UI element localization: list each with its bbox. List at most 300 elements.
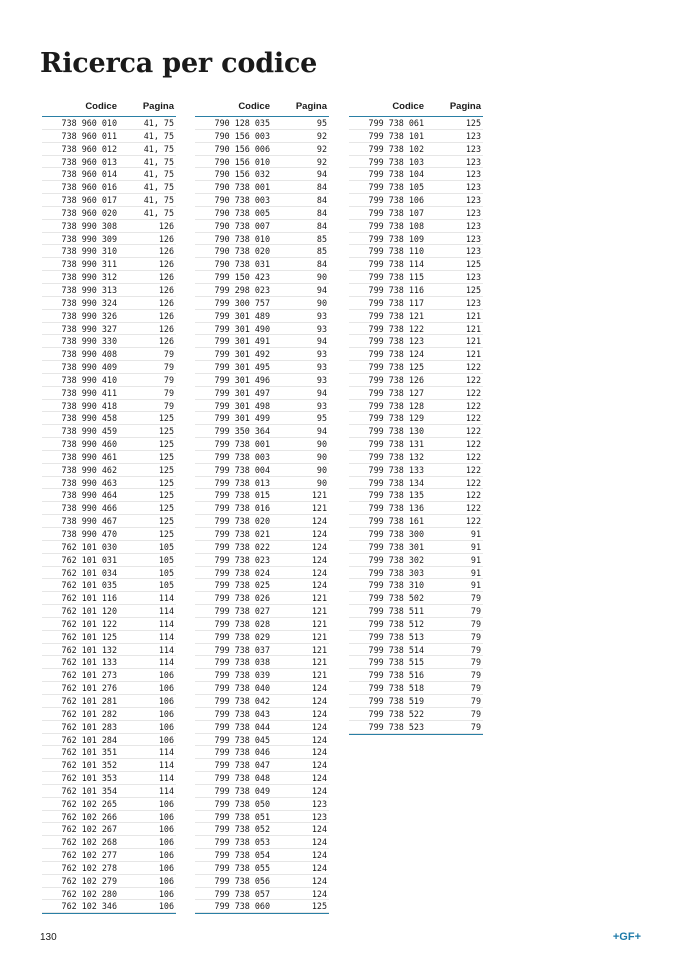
table-row [349, 387, 483, 400]
table-row [349, 592, 483, 605]
table-row [349, 233, 483, 246]
code-cell: 738 990 324 [61, 297, 117, 308]
page-cell: 126 [158, 323, 174, 334]
table-row [349, 579, 483, 592]
code-cell: 738 960 016 [61, 182, 117, 193]
index-column-2 [195, 100, 329, 914]
page-cell: 79 [470, 721, 481, 732]
code-cell: 738 960 010 [61, 118, 117, 128]
page-cell: 79 [470, 644, 481, 655]
code-cell: 790 156 006 [214, 143, 270, 154]
table-row [42, 528, 176, 541]
page-cell: 122 [465, 451, 481, 462]
table-row [195, 746, 329, 759]
code-cell: 738 990 330 [61, 336, 117, 347]
page-cell: 123 [311, 798, 327, 809]
table-row [42, 271, 176, 284]
code-cell: 738 990 326 [61, 310, 117, 321]
table-row [349, 284, 483, 297]
table-row [42, 605, 176, 618]
table-row [349, 721, 483, 734]
code-cell: 762 101 035 [61, 580, 117, 591]
code-cell: 799 301 489 [214, 310, 270, 321]
table-row [195, 464, 329, 477]
code-cell: 799 738 026 [214, 593, 270, 604]
code-cell: 738 990 461 [61, 451, 117, 462]
table-row [195, 785, 329, 798]
code-cell: 799 738 061 [368, 118, 424, 128]
table-row [42, 579, 176, 592]
page-cell: 94 [316, 426, 327, 437]
page-cell: 90 [316, 464, 327, 475]
table-row [42, 734, 176, 747]
page-cell: 106 [158, 683, 174, 694]
table-row [195, 335, 329, 348]
code-cell: 799 738 114 [368, 259, 424, 270]
page-cell: 126 [158, 284, 174, 295]
page-cell: 123 [465, 233, 481, 244]
page-cell: 125 [158, 426, 174, 437]
table-row [349, 489, 483, 502]
table-row [195, 477, 329, 490]
code-cell: 790 738 007 [214, 220, 270, 231]
table-row [349, 348, 483, 361]
code-cell: 799 738 310 [368, 580, 424, 591]
code-cell: 799 738 029 [214, 631, 270, 642]
page-cell: 79 [163, 374, 174, 385]
table-row [42, 348, 176, 361]
table-row [195, 310, 329, 323]
code-cell: 799 738 109 [368, 233, 424, 244]
code-cell: 799 738 055 [214, 862, 270, 873]
page-cell: 124 [311, 862, 327, 873]
header-page: Pagina [295, 101, 327, 112]
page-cell: 126 [158, 272, 174, 283]
page-cell: 85 [316, 246, 327, 257]
code-cell: 799 738 161 [368, 516, 424, 527]
table-row [195, 875, 329, 888]
column-end-rule [195, 913, 329, 914]
table-row [349, 708, 483, 721]
code-cell: 738 960 011 [61, 130, 117, 141]
code-cell: 762 102 265 [61, 798, 117, 809]
code-cell: 762 101 352 [61, 760, 117, 771]
code-cell: 762 102 267 [61, 824, 117, 835]
table-row [195, 567, 329, 580]
table-row [195, 798, 329, 811]
table-row [42, 785, 176, 798]
code-cell: 799 738 502 [368, 593, 424, 604]
page-cell: 124 [311, 529, 327, 539]
code-cell: 799 738 512 [368, 618, 424, 629]
code-cell: 799 350 364 [214, 426, 270, 437]
code-cell: 799 738 122 [368, 323, 424, 334]
page-cell: 125 [158, 529, 174, 539]
table-row [42, 721, 176, 734]
page-cell: 94 [316, 336, 327, 347]
page-cell: 114 [158, 618, 174, 629]
code-cell: 762 101 283 [61, 721, 117, 732]
page-cell: 124 [311, 721, 327, 732]
page-cell: 123 [465, 246, 481, 257]
page-cell: 126 [158, 246, 174, 257]
page-cell: 93 [316, 362, 327, 373]
table-row [42, 811, 176, 824]
code-cell: 799 738 050 [214, 798, 270, 809]
page-cell: 114 [158, 593, 174, 604]
code-cell: 799 738 513 [368, 631, 424, 642]
page-cell: 122 [465, 362, 481, 373]
code-cell: 799 738 057 [214, 888, 270, 899]
page-cell: 41, 75 [143, 207, 174, 218]
code-cell: 762 101 034 [61, 567, 117, 578]
table-row [195, 541, 329, 554]
table-row [42, 656, 176, 669]
page-cell: 123 [465, 207, 481, 218]
page-cell: 121 [311, 503, 327, 514]
table-row [42, 335, 176, 348]
table-row [195, 888, 329, 901]
code-cell: 738 990 458 [61, 413, 117, 424]
code-cell: 799 738 044 [214, 721, 270, 732]
code-cell: 799 738 511 [368, 606, 424, 617]
table-row [349, 425, 483, 438]
table-row [349, 310, 483, 323]
page-cell: 126 [158, 336, 174, 347]
table-row [349, 502, 483, 515]
page-cell: 114 [158, 747, 174, 758]
code-cell: 799 738 048 [214, 773, 270, 784]
code-cell: 762 102 280 [61, 888, 117, 899]
page-cell: 41, 75 [143, 156, 174, 167]
code-cell: 799 738 127 [368, 387, 424, 398]
table-row [42, 451, 176, 464]
page-cell: 91 [470, 567, 481, 578]
page-cell: 84 [316, 195, 327, 206]
code-cell: 790 128 035 [214, 118, 270, 128]
code-cell: 799 301 492 [214, 349, 270, 360]
code-cell: 799 738 043 [214, 708, 270, 719]
code-cell: 799 738 038 [214, 657, 270, 668]
table-row [195, 682, 329, 695]
code-cell: 799 738 039 [214, 670, 270, 681]
table-row [195, 695, 329, 708]
code-cell: 799 738 056 [214, 875, 270, 886]
page-cell: 123 [465, 182, 481, 193]
page-cell: 93 [316, 310, 327, 321]
header-page: Pagina [449, 101, 481, 112]
page-cell: 90 [316, 272, 327, 283]
table-row [195, 387, 329, 400]
table-row [42, 682, 176, 695]
table-row [42, 143, 176, 156]
table-row [42, 194, 176, 207]
page-cell: 122 [465, 477, 481, 488]
code-cell: 799 738 024 [214, 567, 270, 578]
code-cell: 762 102 277 [61, 850, 117, 861]
code-cell: 790 738 005 [214, 207, 270, 218]
code-cell: 799 738 516 [368, 670, 424, 681]
page-cell: 105 [158, 541, 174, 552]
table-row [195, 579, 329, 592]
page-cell: 122 [465, 503, 481, 514]
page-cell: 124 [311, 516, 327, 527]
table-row [195, 156, 329, 169]
code-cell: 790 738 031 [214, 259, 270, 270]
page-cell: 122 [465, 400, 481, 411]
page-cell: 84 [316, 259, 327, 270]
page-cell: 91 [470, 541, 481, 552]
code-cell: 738 990 408 [61, 349, 117, 360]
code-cell: 799 301 496 [214, 374, 270, 385]
code-cell: 799 738 053 [214, 837, 270, 848]
page-cell: 94 [316, 169, 327, 180]
table-row [195, 823, 329, 836]
code-cell: 799 738 522 [368, 708, 424, 719]
table-row [195, 605, 329, 618]
code-cell: 790 156 010 [214, 156, 270, 167]
code-cell: 799 738 013 [214, 477, 270, 488]
page-cell: 90 [316, 477, 327, 488]
code-cell: 799 738 049 [214, 785, 270, 796]
table-row [42, 438, 176, 451]
table-row [42, 502, 176, 515]
table-row [195, 181, 329, 194]
page-cell: 79 [163, 362, 174, 373]
page-cell: 41, 75 [143, 143, 174, 154]
table-row [195, 669, 329, 682]
table-row [195, 734, 329, 747]
table-row [195, 592, 329, 605]
table-row [42, 862, 176, 875]
column-end-rule [349, 734, 483, 735]
code-cell: 738 960 014 [61, 169, 117, 180]
page-cell: 90 [316, 439, 327, 450]
page-cell: 114 [158, 785, 174, 796]
table-row [195, 759, 329, 772]
page-cell: 126 [158, 297, 174, 308]
page-cell: 79 [470, 670, 481, 681]
code-cell: 790 738 001 [214, 182, 270, 193]
table-row [195, 451, 329, 464]
code-cell: 738 990 313 [61, 284, 117, 295]
page-cell: 122 [465, 387, 481, 398]
page-cell: 122 [465, 374, 481, 385]
table-row [42, 374, 176, 387]
page-cell: 106 [158, 695, 174, 706]
code-cell: 799 738 105 [368, 182, 424, 193]
page-cell: 84 [316, 207, 327, 218]
table-row [195, 515, 329, 528]
table-row [42, 798, 176, 811]
code-cell: 738 990 308 [61, 220, 117, 231]
code-cell: 799 738 028 [214, 618, 270, 629]
table-row [42, 746, 176, 759]
page-cell: 126 [158, 310, 174, 321]
code-cell: 799 738 523 [368, 721, 424, 732]
code-cell: 799 738 027 [214, 606, 270, 617]
table-row [195, 631, 329, 644]
page-cell: 126 [158, 259, 174, 270]
table-row [349, 644, 483, 657]
code-cell: 799 301 499 [214, 413, 270, 424]
page-cell: 41, 75 [143, 169, 174, 180]
table-row [349, 528, 483, 541]
table-row [42, 541, 176, 554]
code-cell: 762 101 351 [61, 747, 117, 758]
code-cell: 738 990 327 [61, 323, 117, 334]
table-row [195, 836, 329, 849]
table-row [195, 348, 329, 361]
page-cell: 94 [316, 387, 327, 398]
code-cell: 799 738 514 [368, 644, 424, 655]
code-cell: 738 990 311 [61, 259, 117, 270]
code-cell: 799 738 110 [368, 246, 424, 257]
table-row [195, 528, 329, 541]
page-cell: 124 [311, 837, 327, 848]
code-cell: 738 960 017 [61, 195, 117, 206]
code-cell: 799 298 023 [214, 284, 270, 295]
code-cell: 799 738 136 [368, 503, 424, 514]
code-cell: 799 738 025 [214, 580, 270, 591]
page-cell: 122 [465, 426, 481, 437]
code-cell: 762 101 030 [61, 541, 117, 552]
page-cell: 124 [311, 580, 327, 591]
code-cell: 790 738 020 [214, 246, 270, 257]
page-cell: 105 [158, 567, 174, 578]
index-column-1 [42, 100, 176, 914]
table-row [42, 567, 176, 580]
page-cell: 106 [158, 837, 174, 848]
page-cell: 125 [465, 284, 481, 295]
page-cell: 126 [158, 233, 174, 244]
code-cell: 738 990 312 [61, 272, 117, 283]
page-cell: 124 [311, 824, 327, 835]
page-cell: 124 [311, 850, 327, 861]
code-cell: 762 101 273 [61, 670, 117, 681]
table-row [195, 644, 329, 657]
page-cell: 106 [158, 875, 174, 886]
page-cell: 91 [470, 580, 481, 591]
code-cell: 799 738 124 [368, 349, 424, 360]
table-row [42, 258, 176, 271]
code-cell: 799 738 022 [214, 541, 270, 552]
page-cell: 121 [311, 606, 327, 617]
table-row [42, 181, 176, 194]
page-number: 130 [40, 932, 57, 943]
table-row [349, 245, 483, 258]
page-cell: 121 [311, 631, 327, 642]
table-row [42, 207, 176, 220]
table-row [195, 862, 329, 875]
table-row [349, 631, 483, 644]
code-cell: 799 738 135 [368, 490, 424, 501]
code-cell: 799 738 131 [368, 439, 424, 450]
page-cell: 124 [311, 567, 327, 578]
code-cell: 799 738 052 [214, 824, 270, 835]
page-cell: 123 [465, 195, 481, 206]
code-cell: 799 738 045 [214, 734, 270, 745]
code-cell: 738 990 309 [61, 233, 117, 244]
page-cell: 91 [470, 529, 481, 539]
code-cell: 762 101 125 [61, 631, 117, 642]
table-row [349, 143, 483, 156]
code-cell: 799 738 133 [368, 464, 424, 475]
table-row [42, 708, 176, 721]
table-row [42, 297, 176, 310]
table-row [349, 130, 483, 143]
code-cell: 762 101 354 [61, 785, 117, 796]
code-cell: 799 738 103 [368, 156, 424, 167]
code-cell: 799 738 060 [214, 901, 270, 912]
table-row [42, 245, 176, 258]
page-cell: 91 [470, 554, 481, 565]
table-row [42, 772, 176, 785]
code-cell: 738 990 411 [61, 387, 117, 398]
index-column-3 [349, 100, 483, 735]
table-row [195, 220, 329, 233]
code-cell: 799 738 108 [368, 220, 424, 231]
page-cell: 121 [465, 310, 481, 321]
code-cell: 762 102 268 [61, 837, 117, 848]
page-cell: 79 [163, 400, 174, 411]
table-row [349, 258, 483, 271]
gf-logo: +GF+ [612, 931, 641, 943]
table-row [349, 554, 483, 567]
code-cell: 799 738 515 [368, 657, 424, 668]
table-row [195, 438, 329, 451]
code-cell: 790 738 003 [214, 195, 270, 206]
page-cell: 125 [158, 516, 174, 527]
code-cell: 738 990 462 [61, 464, 117, 475]
page-cell: 106 [158, 670, 174, 681]
page-cell: 106 [158, 811, 174, 822]
page-cell: 79 [470, 593, 481, 604]
page-cell: 41, 75 [143, 130, 174, 141]
page-title: Ricerca per codice [40, 48, 318, 79]
table-row [195, 117, 329, 130]
code-cell: 790 156 032 [214, 169, 270, 180]
code-cell: 799 738 046 [214, 747, 270, 758]
code-cell: 799 738 004 [214, 464, 270, 475]
table-row [195, 245, 329, 258]
table-row [42, 477, 176, 490]
page-cell: 114 [158, 760, 174, 771]
table-row [195, 554, 329, 567]
table-row [195, 168, 329, 181]
table-row [195, 412, 329, 425]
table-row [349, 194, 483, 207]
table-row [42, 489, 176, 502]
table-row [42, 900, 176, 913]
page-cell: 124 [311, 683, 327, 694]
page-cell: 125 [311, 901, 327, 912]
page-cell: 124 [311, 785, 327, 796]
page-cell: 121 [465, 323, 481, 334]
code-cell: 799 738 115 [368, 272, 424, 283]
header-code: Codice [392, 101, 424, 112]
page-cell: 123 [465, 272, 481, 283]
page-cell: 123 [311, 811, 327, 822]
table-row [195, 374, 329, 387]
page-cell: 92 [316, 143, 327, 154]
code-cell: 799 738 518 [368, 683, 424, 694]
page-cell: 125 [158, 464, 174, 475]
page-cell: 85 [316, 233, 327, 244]
code-cell: 762 101 133 [61, 657, 117, 668]
table-row [195, 361, 329, 374]
table-row [42, 310, 176, 323]
